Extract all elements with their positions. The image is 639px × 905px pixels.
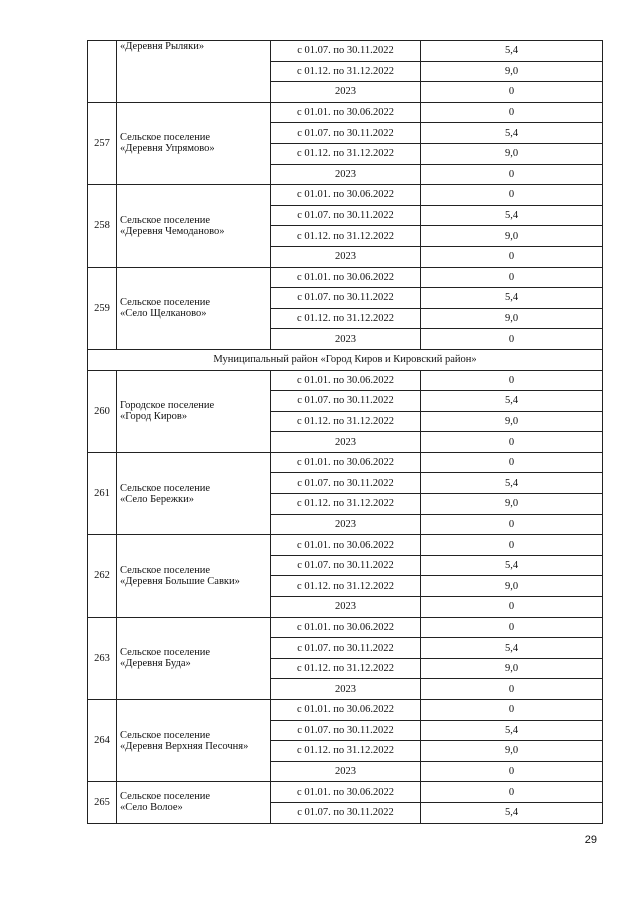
value-cell: 5,4 <box>421 802 603 823</box>
period-cell: 2023 <box>271 597 421 618</box>
value-cell: 0 <box>421 452 603 473</box>
row-number: 260 <box>88 370 117 452</box>
settlement-group <box>88 370 603 782</box>
settlement-name: «Деревня Упрямово» <box>120 143 215 155</box>
period-cell: с 01.07. по 30.11.2022 <box>271 123 421 144</box>
value-cell: 0 <box>421 535 603 556</box>
settlement-type: Сельское поселение <box>120 647 211 659</box>
table-row <box>88 102 603 123</box>
row-number: 261 <box>88 452 117 534</box>
row-number-cell <box>88 41 117 103</box>
period-cell: с 01.01. по 30.06.2022 <box>271 185 421 206</box>
period-cell: 2023 <box>271 164 421 185</box>
value-cell: 9,0 <box>421 411 603 432</box>
settlement-name: «Село Бережки» <box>120 493 194 505</box>
settlement-name-cell <box>117 102 271 184</box>
settlement-type: Сельское поселение <box>120 214 211 226</box>
period-cell: с 01.01. по 30.06.2022 <box>271 700 421 721</box>
row-number: 257 <box>88 102 117 184</box>
value-cell: 0 <box>421 597 603 618</box>
period-cell: с 01.12. по 31.12.2022 <box>271 576 421 597</box>
table-row <box>88 452 603 473</box>
settlement-name: «Город Киров» <box>120 411 188 423</box>
value-cell: 0 <box>421 370 603 391</box>
period-cell: с 01.07. по 30.11.2022 <box>271 205 421 226</box>
table-row <box>88 370 603 391</box>
period-cell: с 01.12. по 31.12.2022 <box>271 61 421 82</box>
period-cell: 2023 <box>271 514 421 535</box>
table-row <box>88 782 603 803</box>
period-cell: с 01.07. по 30.11.2022 <box>271 802 421 823</box>
table-row <box>88 535 603 556</box>
settlement-name-cell <box>117 267 271 349</box>
row-number: 264 <box>88 700 117 782</box>
settlement-group <box>88 102 603 349</box>
period-cell: 2023 <box>271 679 421 700</box>
period-cell: с 01.07. по 30.11.2022 <box>271 288 421 309</box>
value-cell: 5,4 <box>421 555 603 576</box>
period-cell: 2023 <box>271 329 421 350</box>
value-cell: 9,0 <box>421 494 603 515</box>
value-cell: 0 <box>421 164 603 185</box>
value-cell: 0 <box>421 700 603 721</box>
settlement-name-cell <box>117 782 271 823</box>
settlement-name: «Село Волое» <box>120 802 183 814</box>
period-cell: с 01.12. по 31.12.2022 <box>271 226 421 247</box>
value-cell: 0 <box>421 782 603 803</box>
table-row <box>88 185 603 206</box>
value-cell: 9,0 <box>421 61 603 82</box>
value-cell: 5,4 <box>421 638 603 659</box>
value-cell: 9,0 <box>421 741 603 762</box>
settlement-name: «Деревня Чемоданово» <box>120 225 225 237</box>
row-number: 265 <box>88 782 117 823</box>
period-cell: с 01.01. по 30.06.2022 <box>271 782 421 803</box>
settlement-name-cell <box>117 41 271 103</box>
settlement-name: «Деревня Верхняя Песочня» <box>120 740 249 752</box>
value-cell: 9,0 <box>421 143 603 164</box>
table-row <box>88 267 603 288</box>
value-cell: 9,0 <box>421 576 603 597</box>
period-cell: с 01.07. по 30.11.2022 <box>271 720 421 741</box>
period-cell: с 01.12. по 31.12.2022 <box>271 411 421 432</box>
period-cell: с 01.07. по 30.11.2022 <box>271 473 421 494</box>
settlement-type: Сельское поселение <box>120 564 211 576</box>
period-cell: 2023 <box>271 82 421 103</box>
value-cell: 0 <box>421 185 603 206</box>
period-cell: с 01.12. по 31.12.2022 <box>271 741 421 762</box>
settlement-type: Сельское поселение <box>120 729 211 741</box>
value-cell: 0 <box>421 617 603 638</box>
value-cell: 5,4 <box>421 41 603 62</box>
value-cell: 0 <box>421 432 603 453</box>
period-cell: с 01.07. по 30.11.2022 <box>271 638 421 659</box>
settlement-name-cell <box>117 700 271 782</box>
row-number: 259 <box>88 267 117 349</box>
row-number: 262 <box>88 535 117 617</box>
settlement-type: Сельское поселение <box>120 132 211 144</box>
period-cell: с 01.12. по 31.12.2022 <box>271 494 421 515</box>
value-cell: 9,0 <box>421 308 603 329</box>
settlement-name-cell <box>117 452 271 534</box>
period-cell: 2023 <box>271 761 421 782</box>
settlement-type: Сельское поселение <box>120 482 211 494</box>
settlement-name: «Деревня Буда» <box>120 658 191 670</box>
value-cell: 0 <box>421 679 603 700</box>
table-row <box>88 41 603 62</box>
period-cell: 2023 <box>271 432 421 453</box>
period-cell: с 01.07. по 30.11.2022 <box>271 41 421 62</box>
period-cell: 2023 <box>271 246 421 267</box>
settlement-name-cell <box>117 185 271 267</box>
settlement-type: Городское поселение <box>120 400 215 412</box>
period-cell: с 01.07. по 30.11.2022 <box>271 555 421 576</box>
value-cell: 9,0 <box>421 226 603 247</box>
value-cell: 5,4 <box>421 473 603 494</box>
period-cell: с 01.01. по 30.06.2022 <box>271 102 421 123</box>
period-cell: с 01.01. по 30.06.2022 <box>271 535 421 556</box>
page-number: 29 <box>584 834 597 846</box>
period-cell: с 01.01. по 30.06.2022 <box>271 370 421 391</box>
settlement-type: Сельское поселение <box>120 791 211 803</box>
period-cell: с 01.01. по 30.06.2022 <box>271 617 421 638</box>
period-cell: с 01.12. по 31.12.2022 <box>271 658 421 679</box>
period-cell: с 01.01. по 30.06.2022 <box>271 452 421 473</box>
value-cell: 5,4 <box>421 720 603 741</box>
value-cell: 5,4 <box>421 205 603 226</box>
value-cell: 0 <box>421 329 603 350</box>
value-cell: 5,4 <box>421 123 603 144</box>
value-cell: 0 <box>421 267 603 288</box>
value-cell: 0 <box>421 514 603 535</box>
tariff-table <box>87 40 603 824</box>
value-cell: 9,0 <box>421 658 603 679</box>
value-cell: 0 <box>421 761 603 782</box>
settlement-name-cell <box>117 370 271 452</box>
period-cell: с 01.12. по 31.12.2022 <box>271 143 421 164</box>
value-cell: 5,4 <box>421 391 603 412</box>
value-cell: 5,4 <box>421 288 603 309</box>
settlement-type: Сельское поселение <box>120 297 211 309</box>
settlement-name: «Село Щелканово» <box>120 308 207 320</box>
table-row <box>88 617 603 638</box>
value-cell: 0 <box>421 102 603 123</box>
period-cell: с 01.12. по 31.12.2022 <box>271 308 421 329</box>
period-cell: с 01.01. по 30.06.2022 <box>271 267 421 288</box>
value-cell: 0 <box>421 82 603 103</box>
table-row <box>88 700 603 721</box>
settlement-name-cell <box>117 535 271 617</box>
settlement-name: «Деревня Большие Савки» <box>120 575 240 587</box>
settlement-name-cell <box>117 617 271 699</box>
region-header: Муниципальный район «Город Киров и Кировский район» <box>88 349 603 370</box>
value-cell: 0 <box>421 246 603 267</box>
row-number: 258 <box>88 185 117 267</box>
region-header-row <box>88 349 603 370</box>
period-cell: с 01.07. по 30.11.2022 <box>271 391 421 412</box>
row-number: 263 <box>88 617 117 699</box>
settlement-name: «Деревня Рыляки» <box>120 41 205 52</box>
